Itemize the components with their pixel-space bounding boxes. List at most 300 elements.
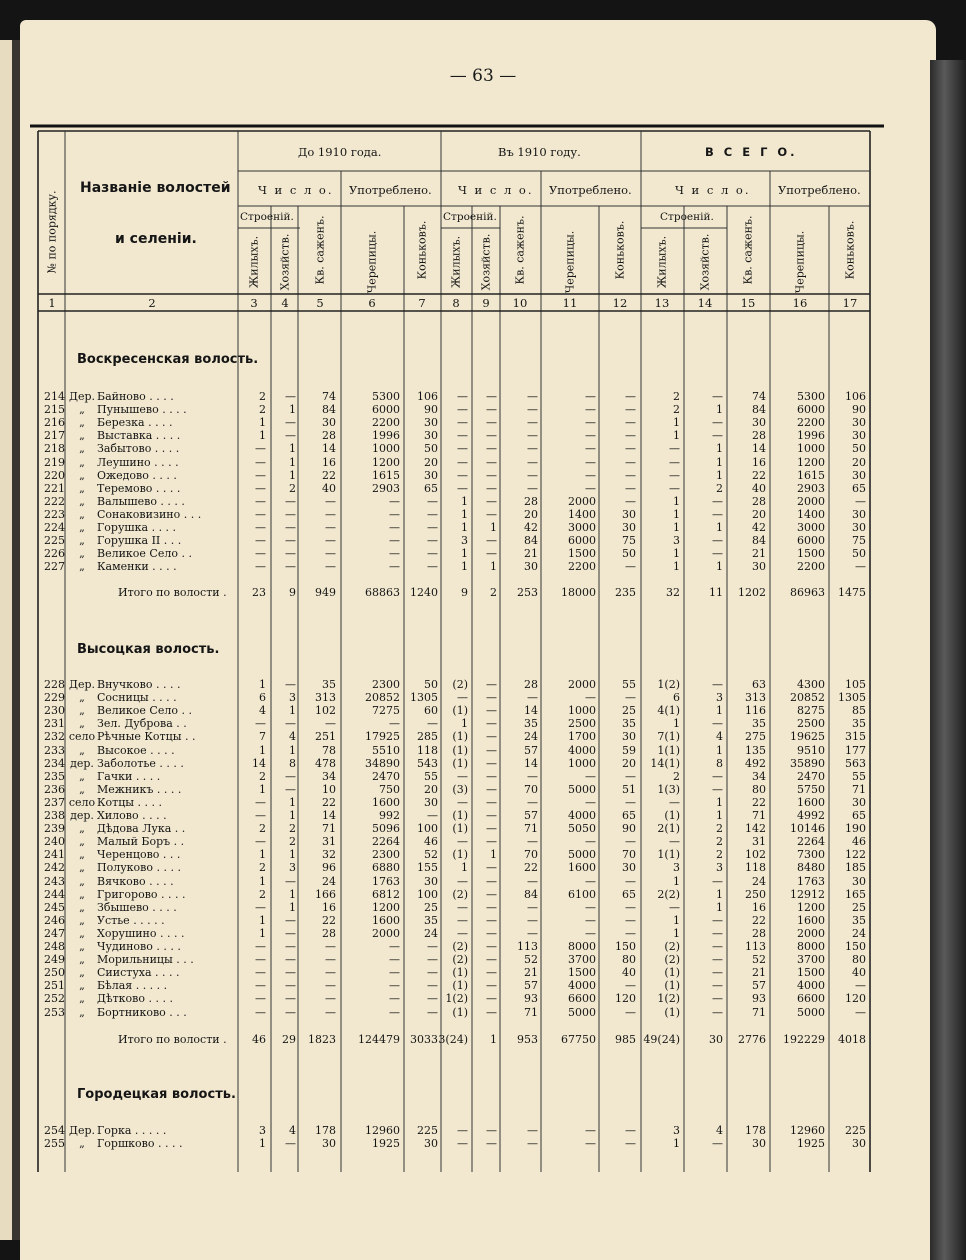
table-cell: 3700 [797,953,825,967]
table-cell: — [427,717,438,731]
table-row [0,730,966,743]
table-cell: 65 [852,809,866,822]
total-label: Итого по волости . [118,1033,227,1046]
table-cell: — [669,481,680,495]
table-cell: — [486,795,497,809]
table-cell: — [486,900,497,914]
table-cell: — [625,913,636,927]
row-number: 228 [44,678,65,691]
table-cell: 1200 [797,900,825,914]
table-cell: 1600 [797,913,825,927]
table-cell: 42 [752,521,766,534]
table-cell: 71 [524,1005,538,1019]
table-cell: — [585,900,596,914]
table-cell: 1600 [797,795,825,809]
table-cell: — [486,913,497,927]
table-cell: 30 [622,730,636,744]
table-cell: 30 [752,1137,766,1151]
settlement-name: Морильницы . . . [97,953,194,967]
table-cell: 35 [322,678,336,691]
total-cell: 2776 [738,1033,766,1046]
table-cell: 2 [289,835,296,849]
table-cell: 102 [745,848,766,862]
table-cell: 96 [322,861,336,875]
section-total-row [0,586,966,599]
stroeniy-header-3: Строеній. [660,211,714,223]
table-cell: — [486,403,497,417]
table-cell: 1200 [372,455,400,469]
table-cell: — [255,481,266,495]
row-number: 252 [44,992,65,1006]
table-cell: 30 [852,416,866,430]
settlement-type: „ [79,704,85,718]
table-cell: 1 [716,795,723,809]
settlement-name: Хилово . . . . [97,809,167,822]
table-cell: — [486,481,497,495]
table-cell: 28 [322,926,336,940]
table-cell: 1(1) [657,743,680,757]
table-cell: 1615 [797,468,825,482]
table-cell: (1) [452,966,468,980]
table-row [0,456,966,469]
table-cell: — [457,926,468,940]
settlement-name: Дѣдова Лука . . [97,822,186,836]
table-cell: 6000 [568,534,596,548]
total-cell: 46 [252,1033,266,1046]
table-cell: 1 [716,455,723,469]
table-cell: 57 [524,743,538,757]
settlement-type: „ [79,717,85,731]
table-cell: — [427,521,438,534]
table-row [0,796,966,809]
chislo-header-1: Ч и с л о. [258,183,334,197]
table-cell: — [427,560,438,574]
table-cell: 1305 [410,691,438,705]
table-cell: — [285,966,296,980]
table-cell: 4992 [797,809,825,822]
table-cell: 24 [424,926,438,940]
settlement-name: Ожедово . . . . [97,468,177,482]
sub-header-khozyaistv: Хозяйств. [479,233,493,291]
table-cell: — [855,1005,866,1019]
table-cell: (2) [452,887,468,901]
table-cell: 1 [289,704,296,718]
table-cell: 22 [322,468,336,482]
table-cell: — [457,429,468,443]
table-cell: 1200 [372,900,400,914]
table-cell: — [285,782,296,796]
table-cell: — [712,926,723,940]
table-cell: 1 [490,560,497,574]
table-cell: 5000 [797,1005,825,1019]
table-cell: 2903 [372,481,400,495]
table-row [0,822,966,835]
column-number: 11 [562,296,578,310]
settlement-name: Хорушино . . . . [97,926,185,940]
table-cell: — [486,782,497,796]
sub-header-konkov: Коньковъ. [613,220,627,280]
table-cell: — [255,534,266,548]
table-cell: 84 [752,403,766,417]
settlement-type: „ [79,887,85,901]
table-cell: — [585,913,596,927]
table-cell: — [285,913,296,927]
table-cell: 20 [424,455,438,469]
table-cell: — [712,494,723,508]
table-cell: 106 [845,390,866,403]
table-cell: 1(1) [657,848,680,862]
table-cell: — [486,822,497,836]
table-cell: 65 [622,887,636,901]
table-cell: 1 [490,848,497,862]
table-cell: — [486,743,497,757]
table-cell: 1 [259,913,266,927]
settlement-name: Вячково . . . . [97,874,174,888]
table-cell: 992 [379,809,400,822]
table-cell: — [585,390,596,403]
table-cell: 34 [322,769,336,783]
table-cell: — [527,455,538,469]
table-cell: — [625,926,636,940]
table-cell: 3 [259,1124,266,1137]
stroeniy-header-1: Строеній. [240,211,294,223]
table-cell: — [389,992,400,1006]
total-cell: 23 [252,586,266,599]
table-cell: — [712,782,723,796]
table-cell: 1 [716,468,723,482]
table-row [0,848,966,861]
table-cell: 2 [673,403,680,417]
table-cell: 93 [524,992,538,1006]
table-cell: 8000 [797,940,825,953]
column-number: 14 [697,296,713,310]
table-cell: (1) [452,704,468,718]
table-cell: 14 [752,442,766,456]
table-cell: 55 [424,769,438,783]
table-cell: — [486,953,497,967]
row-number: 219 [44,455,65,469]
table-cell: 5510 [372,743,400,757]
table-cell: 118 [417,743,438,757]
chislo-header-2: Ч и с л о. [458,183,534,197]
settlement-name: Великое Село . . [97,547,192,561]
table-cell: 8480 [797,861,825,875]
table-cell: 1763 [372,874,400,888]
total-cell: 235 [615,586,636,599]
settlement-type: „ [79,940,85,953]
table-cell: 1 [259,743,266,757]
table-cell: 2500 [568,717,596,731]
settlement-type: „ [79,979,85,993]
table-cell: 93 [752,992,766,1006]
table-cell: — [712,769,723,783]
table-cell: — [255,560,266,574]
table-cell: — [712,678,723,691]
table-cell: 1 [716,887,723,901]
table-cell: 10 [322,782,336,796]
table-cell: 1 [673,494,680,508]
table-cell: — [712,416,723,430]
table-cell: 1 [461,521,468,534]
table-cell: (1) [452,809,468,822]
table-cell: 80 [622,953,636,967]
table-cell: — [285,429,296,443]
row-number: 246 [44,913,65,927]
table-cell: (1) [664,966,680,980]
table-cell: — [486,992,497,1006]
table-cell: — [427,809,438,822]
table-cell: — [457,874,468,888]
table-cell: 74 [752,390,766,403]
table-cell: — [285,416,296,430]
table-cell: 5000 [568,782,596,796]
table-cell: 34 [752,769,766,783]
sub-header-zhilykh: Жилыхъ. [247,235,261,289]
table-cell: 30 [852,507,866,521]
table-cell: 1 [716,809,723,822]
table-cell: — [527,874,538,888]
table-cell: 14 [322,442,336,456]
settlement-name: Заболотье . . . . [97,756,184,770]
row-number: 222 [44,494,65,508]
table-cell: 150 [615,940,636,953]
row-number: 223 [44,507,65,521]
table-cell: 65 [424,481,438,495]
total-cell: 1202 [738,586,766,599]
table-cell: 71 [752,809,766,822]
table-cell: 2200 [797,560,825,574]
sub-header-khozyaistv: Хозяйств. [278,233,292,291]
table-cell: 8 [716,756,723,770]
table-cell: — [325,992,336,1006]
table-cell: 1 [259,848,266,862]
settlement-name: Забытово . . . . [97,442,180,456]
table-cell: (1) [664,1005,680,1019]
settlement-name: Гачки . . . . [97,769,161,783]
row-number: 254 [44,1124,65,1137]
table-cell: — [427,953,438,967]
table-cell: — [486,979,497,993]
table-cell: 1 [716,403,723,417]
table-cell: (2) [452,940,468,953]
table-cell: 1 [289,848,296,862]
table-cell: — [625,416,636,430]
table-cell: 2 [259,769,266,783]
table-cell: 313 [315,691,336,705]
table-cell: — [486,717,497,731]
table-cell: 5000 [568,848,596,862]
table-cell: 285 [417,730,438,744]
table-cell: 225 [417,1124,438,1137]
settlement-type: „ [79,534,85,548]
table-cell: — [457,769,468,783]
settlement-name: Пунышево . . . . [97,403,187,417]
table-cell: 3000 [568,521,596,534]
row-number: 236 [44,782,65,796]
row-number: 249 [44,953,65,967]
table-cell: 1 [461,861,468,875]
table-cell: — [625,979,636,993]
settlement-name: Бѣлая . . . . . [97,979,168,993]
table-cell: — [585,795,596,809]
table-cell: 2000 [568,494,596,508]
table-cell: — [285,390,296,403]
table-cell: 30 [424,874,438,888]
table-cell: 122 [845,848,866,862]
table-cell: — [457,390,468,403]
table-row [0,678,966,691]
period-header-1: До 1910 года. [298,145,382,159]
table-cell: — [625,481,636,495]
table-cell: — [457,455,468,469]
table-cell: 113 [745,940,766,953]
table-cell: — [255,940,266,953]
table-cell: (1) [664,809,680,822]
table-cell: 1 [289,900,296,914]
total-cell: 124479 [358,1033,400,1046]
table-cell: 1 [289,795,296,809]
table-cell: — [486,416,497,430]
row-number: 253 [44,1005,65,1019]
table-cell: — [325,494,336,508]
table-row [0,979,966,992]
table-cell: 30 [852,1137,866,1151]
row-number: 233 [44,743,65,757]
table-row [0,521,966,534]
table-cell: — [712,913,723,927]
settlement-type: „ [79,953,85,967]
table-cell: 2 [289,822,296,836]
settlement-name: Внучково . . . . [97,678,181,691]
table-cell: 46 [424,835,438,849]
row-number: 241 [44,848,65,862]
settlement-name: Леушино . . . . [97,455,179,469]
table-cell: 22 [752,795,766,809]
total-cell: 29 [282,1033,296,1046]
table-cell: 5000 [568,1005,596,1019]
table-cell: — [669,468,680,482]
table-cell: 2 [716,848,723,862]
table-cell: 20 [622,756,636,770]
table-cell: 1 [673,507,680,521]
table-cell: 177 [845,743,866,757]
table-cell: 2 [259,390,266,403]
column-number: 4 [281,296,289,310]
table-cell: — [325,560,336,574]
table-cell: 1 [289,743,296,757]
table-cell: — [585,691,596,705]
settlement-name: Черенцово . . . [97,848,181,862]
settlement-type: „ [79,507,85,521]
table-cell: 1500 [797,966,825,980]
table-cell: — [389,1005,400,1019]
table-row [0,704,966,717]
table-cell: 100 [417,887,438,901]
table-cell: 2 [259,822,266,836]
row-number: 229 [44,691,65,705]
table-cell: 52 [424,848,438,862]
table-cell: 28 [752,429,766,443]
table-cell: — [585,481,596,495]
settlement-type: „ [79,966,85,980]
table-cell: 5096 [372,822,400,836]
table-cell: 315 [845,730,866,744]
table-cell: 7300 [797,848,825,862]
table-cell: — [325,507,336,521]
table-cell: — [325,979,336,993]
table-cell: 2000 [797,926,825,940]
table-row [0,560,966,573]
table-row [0,1137,966,1150]
column-number: 5 [316,296,324,310]
table-cell: 6 [259,691,266,705]
table-cell: — [625,900,636,914]
table-cell: — [625,795,636,809]
table-row [0,429,966,442]
table-cell: 7(1) [657,730,680,744]
table-cell: 14 [322,809,336,822]
table-cell: — [712,1005,723,1019]
col-header-name-1: Названіе волостей [80,180,231,196]
table-cell: 32 [322,848,336,862]
table-cell: — [855,560,866,574]
table-cell: 1(3) [657,782,680,796]
table-cell: 2264 [797,835,825,849]
table-cell: (1) [452,730,468,744]
table-cell: 8000 [568,940,596,953]
row-number: 227 [44,560,65,574]
table-cell: — [285,926,296,940]
table-cell: 57 [752,979,766,993]
table-cell: — [585,926,596,940]
table-cell: 31 [752,835,766,849]
settlement-type: село [68,730,96,744]
settlement-name: Байново . . . . [97,390,174,403]
table-cell: 6600 [568,992,596,1006]
table-cell: 1 [259,1137,266,1151]
table-cell: 1 [289,455,296,469]
table-cell: 142 [745,822,766,836]
table-cell: 1 [673,913,680,927]
table-cell: — [712,717,723,731]
settlement-type: „ [79,560,85,574]
table-cell: — [389,940,400,953]
column-number: 9 [482,296,490,310]
table-cell: 21 [752,547,766,561]
table-cell: — [285,678,296,691]
table-cell: — [255,835,266,849]
table-cell: — [255,547,266,561]
table-cell: (1) [452,1005,468,1019]
table-row [0,744,966,757]
table-cell: 1 [289,442,296,456]
table-cell: 80 [852,953,866,967]
settlement-name: Межникъ . . . . [97,782,182,796]
table-cell: — [285,979,296,993]
table-cell: — [486,468,497,482]
table-cell: 4 [259,704,266,718]
row-number: 247 [44,926,65,940]
table-cell: 20852 [365,691,400,705]
col-header-name-2: и селеніи. [115,231,197,247]
table-cell: 35 [622,717,636,731]
table-cell: 30 [752,416,766,430]
table-cell: 20 [424,782,438,796]
table-cell: — [389,560,400,574]
total-cell: 9 [461,586,468,599]
table-cell: — [486,940,497,953]
total-cell: 4018 [838,1033,866,1046]
